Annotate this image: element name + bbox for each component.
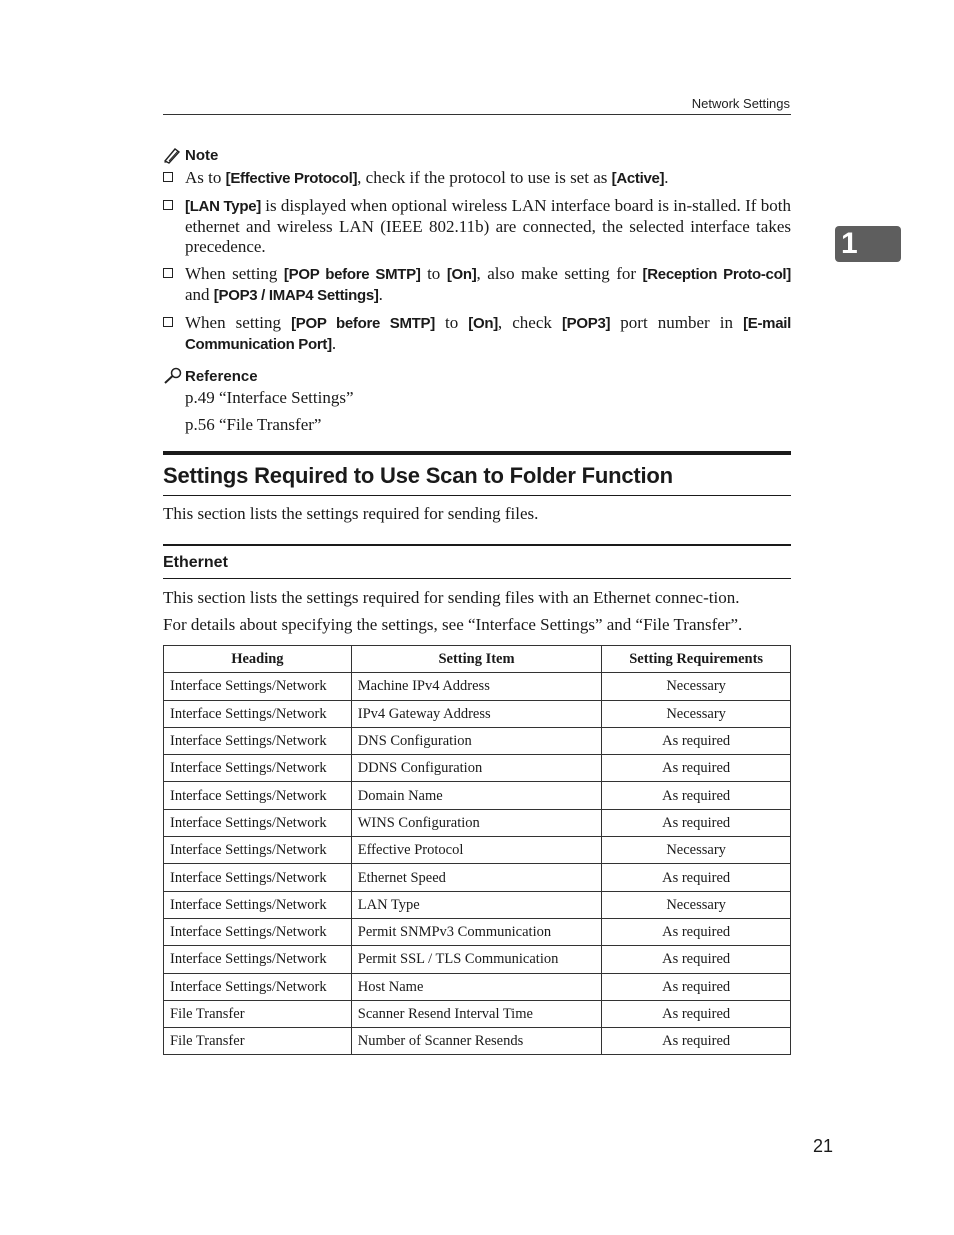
table-row	[164, 864, 791, 891]
cell-setting-requirement: As required	[602, 1000, 791, 1027]
cell-heading: Interface Settings/Network	[164, 946, 352, 973]
cell-setting-requirement: Necessary	[602, 891, 791, 918]
table-row	[164, 782, 791, 809]
table-row	[164, 700, 791, 727]
table-header-row	[164, 646, 791, 673]
cell-heading: File Transfer	[164, 1000, 352, 1027]
note-text: , check	[497, 313, 562, 332]
cell-setting-item: IPv4 Gateway Address	[351, 700, 602, 727]
note-text: As to	[185, 168, 226, 187]
cell-setting-item: Permit SNMPv3 Communication	[351, 918, 602, 945]
note-text: port number in	[610, 313, 744, 332]
note-text: .	[378, 285, 383, 304]
ui-key-label: [POP3]	[561, 315, 611, 332]
cell-setting-item: DNS Configuration	[351, 727, 602, 754]
ui-key-label: [POP before SMTP]	[283, 266, 421, 283]
page-number: 21	[813, 1136, 834, 1156]
reference-list	[185, 388, 791, 435]
section-intro: This section lists the settings required for sending files.	[163, 504, 539, 523]
table-body	[164, 673, 791, 1055]
cell-setting-requirement: As required	[602, 1028, 791, 1055]
table-row	[164, 673, 791, 700]
table-row	[164, 837, 791, 864]
header-rule	[163, 114, 791, 115]
cell-setting-requirement: Necessary	[602, 673, 791, 700]
subsection-bottom-rule	[163, 578, 791, 579]
checkbox-bullet-icon	[163, 317, 173, 327]
note-item	[163, 313, 791, 355]
subsection-para-1: This section lists the settings required for sending files with an Ethernet connec-tion.	[163, 588, 740, 607]
cell-heading: Interface Settings/Network	[164, 700, 352, 727]
cell-setting-requirement: Necessary	[602, 700, 791, 727]
column-header-setting-item: Setting Item	[351, 646, 602, 673]
cell-setting-requirement: As required	[602, 946, 791, 973]
cell-heading: Interface Settings/Network	[164, 973, 352, 1000]
cell-setting-requirement: Necessary	[602, 837, 791, 864]
ui-key-label: [On]	[468, 315, 498, 332]
cell-heading: Interface Settings/Network	[164, 864, 352, 891]
section-bottom-rule	[163, 495, 791, 496]
pencil-icon	[163, 146, 183, 164]
subsection-title: Ethernet	[163, 554, 228, 571]
note-text: is displayed when optional wireless LAN interface board is in-stalled. If both ethernet and wireless LAN (IEEE 802.11b) are connected, the selected interface takes precedence.	[185, 196, 791, 256]
cell-heading: Interface Settings/Network	[164, 918, 352, 945]
column-header-heading: Heading	[164, 646, 352, 673]
note-item	[163, 196, 791, 257]
reference-link[interactable]: p.56 “File Transfer”	[185, 415, 322, 434]
ui-key-label: [POP3 / IMAP4 Settings]	[213, 287, 379, 304]
cell-heading: Interface Settings/Network	[164, 782, 352, 809]
table-row	[164, 755, 791, 782]
note-text: to	[420, 264, 447, 283]
column-header-setting-requirements: Setting Requirements	[602, 646, 791, 673]
cell-setting-requirement: As required	[602, 809, 791, 836]
reference-heading	[163, 367, 791, 385]
note-text: .	[331, 334, 337, 353]
cell-setting-item: Effective Protocol	[351, 837, 602, 864]
cell-heading: Interface Settings/Network	[164, 891, 352, 918]
checkbox-bullet-icon	[163, 268, 173, 278]
table-row	[164, 918, 791, 945]
note-text: When setting	[185, 264, 284, 283]
checkbox-bullet-icon	[163, 200, 173, 210]
ui-key-label: [E-mail Communication Port]	[185, 315, 791, 353]
cell-heading: Interface Settings/Network	[164, 837, 352, 864]
ui-key-label: [Active]	[611, 170, 665, 187]
cell-heading: Interface Settings/Network	[164, 673, 352, 700]
running-header: Network Settings	[691, 96, 790, 111]
note-text: , check if the protocol to use is set as	[357, 168, 612, 187]
cell-setting-item: Domain Name	[351, 782, 602, 809]
note-item	[163, 168, 791, 189]
ui-key-label: [On]	[446, 266, 477, 283]
cell-setting-item: Permit SSL / TLS Communication	[351, 946, 602, 973]
cell-setting-item: Host Name	[351, 973, 602, 1000]
cell-heading: Interface Settings/Network	[164, 727, 352, 754]
cell-setting-requirement: As required	[602, 755, 791, 782]
table-row	[164, 1028, 791, 1055]
note-text: to	[434, 313, 469, 332]
cell-heading: Interface Settings/Network	[164, 755, 352, 782]
section-title: Settings Required to Use Scan to Folder Function	[163, 463, 673, 488]
note-label: Note	[185, 146, 219, 164]
table-row	[164, 809, 791, 836]
page-content	[163, 146, 791, 1055]
settings-table	[163, 645, 791, 1055]
chapter-tab	[835, 226, 901, 262]
cell-setting-requirement: As required	[602, 782, 791, 809]
cell-setting-requirement: As required	[602, 727, 791, 754]
cell-setting-item: Number of Scanner Resends	[351, 1028, 602, 1055]
note-text: When setting	[185, 313, 292, 332]
reference-link[interactable]: p.49 “Interface Settings”	[185, 388, 354, 407]
table-row	[164, 973, 791, 1000]
cell-setting-item: Machine IPv4 Address	[351, 673, 602, 700]
cell-setting-item: WINS Configuration	[351, 809, 602, 836]
magnifier-icon	[163, 367, 183, 385]
checkbox-bullet-icon	[163, 172, 173, 182]
note-text: and	[185, 285, 214, 304]
table-row	[164, 891, 791, 918]
ui-key-label: [POP before SMTP]	[291, 315, 435, 332]
subsection-para-2: For details about specifying the settings, see “Interface Settings” and “File Transfer”.	[163, 615, 743, 634]
table-row	[164, 1000, 791, 1027]
cell-setting-item: LAN Type	[351, 891, 602, 918]
cell-setting-requirement: As required	[602, 973, 791, 1000]
chapter-number: 1	[841, 227, 858, 260]
note-text: , also make setting for	[476, 264, 643, 283]
note-item	[163, 264, 791, 306]
cell-setting-item: DDNS Configuration	[351, 755, 602, 782]
table-row	[164, 727, 791, 754]
cell-heading: Interface Settings/Network	[164, 809, 352, 836]
ui-key-label: [Reception Proto-col]	[642, 266, 791, 283]
note-heading	[163, 146, 791, 164]
cell-setting-requirement: As required	[602, 864, 791, 891]
cell-heading: File Transfer	[164, 1028, 352, 1055]
cell-setting-item: Ethernet Speed	[351, 864, 602, 891]
cell-setting-requirement: As required	[602, 918, 791, 945]
note-text: .	[664, 168, 669, 187]
ui-key-label: [LAN Type]	[185, 198, 261, 215]
table-row	[164, 946, 791, 973]
reference-label: Reference	[185, 367, 258, 385]
ui-key-label: [Effective Protocol]	[225, 170, 358, 187]
note-list	[163, 168, 791, 355]
cell-setting-item: Scanner Resend Interval Time	[351, 1000, 602, 1027]
